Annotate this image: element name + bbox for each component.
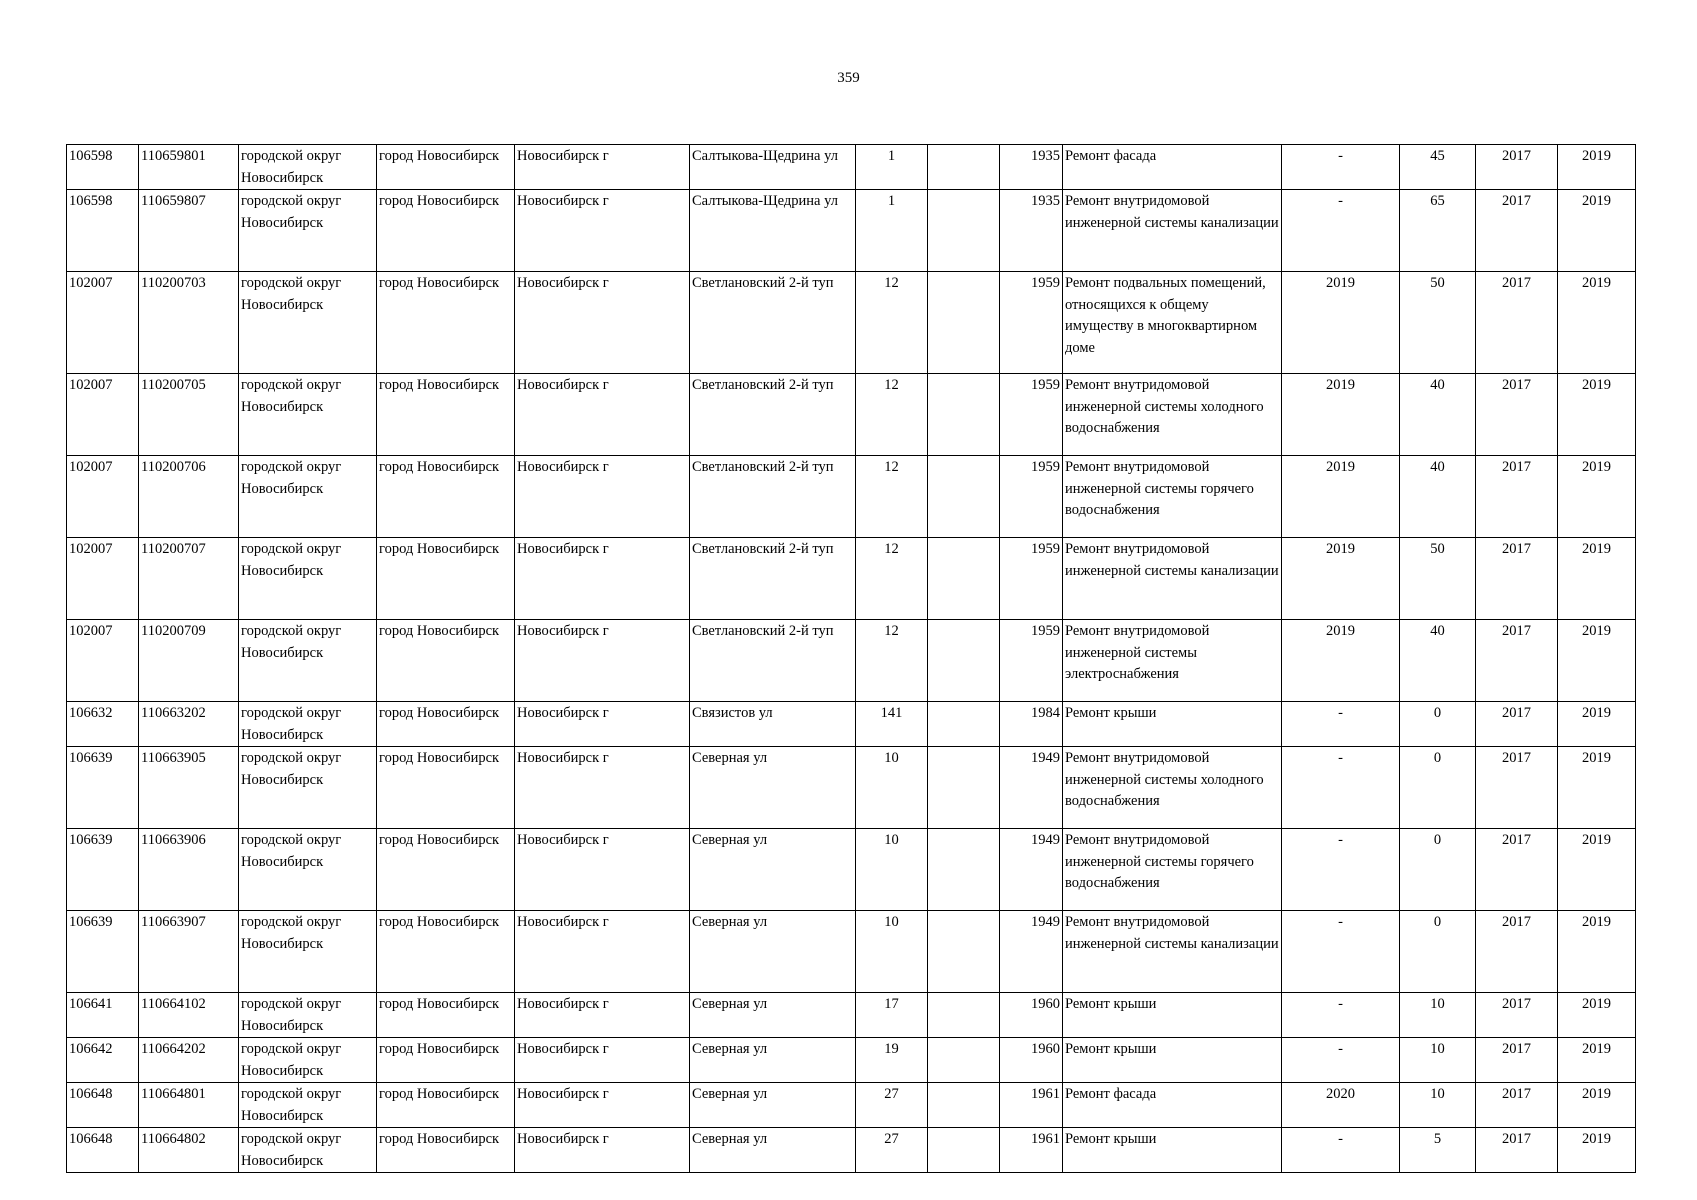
- wear-percent-cell: 40: [1400, 620, 1476, 702]
- year-built-cell: 1959: [1000, 272, 1063, 374]
- year-built-cell: 1949: [1000, 747, 1063, 829]
- house-id-cell: 106641: [67, 993, 139, 1038]
- table-row: [67, 1128, 1636, 1173]
- wear-percent-cell: 50: [1400, 538, 1476, 620]
- wear-percent-cell: 65: [1400, 190, 1476, 272]
- work-type-cell: Ремонт внутридомовой инженерной системы холодного водоснабжения: [1063, 747, 1282, 829]
- wear-percent-cell: 10: [1400, 1083, 1476, 1128]
- street-cell: Северная ул: [690, 1083, 856, 1128]
- street-cell: Салтыкова-Щедрина ул: [690, 145, 856, 190]
- house-id-cell: 106639: [67, 911, 139, 993]
- table-row: [67, 374, 1636, 456]
- building-cell: [928, 1038, 1000, 1083]
- year-built-cell: 1960: [1000, 993, 1063, 1038]
- planned-year-cell: -: [1282, 1128, 1400, 1173]
- settlement-cell: город Новосибирск: [377, 190, 515, 272]
- period-end-cell: 2019: [1558, 272, 1636, 374]
- work-type-cell: Ремонт внутридомовой инженерной системы горячего водоснабжения: [1063, 829, 1282, 911]
- wear-percent-cell: 40: [1400, 456, 1476, 538]
- building-cell: [928, 190, 1000, 272]
- year-built-cell: 1961: [1000, 1083, 1063, 1128]
- municipality-cell: городской округ Новосибирск: [239, 456, 377, 538]
- building-cell: [928, 620, 1000, 702]
- wear-percent-cell: 45: [1400, 145, 1476, 190]
- table-row: [67, 538, 1636, 620]
- table-row: [67, 747, 1636, 829]
- year-built-cell: 1961: [1000, 1128, 1063, 1173]
- planned-year-cell: -: [1282, 911, 1400, 993]
- work-type-cell: Ремонт внутридомовой инженерной системы горячего водоснабжения: [1063, 456, 1282, 538]
- municipality-cell: городской округ Новосибирск: [239, 1038, 377, 1083]
- street-cell: Северная ул: [690, 747, 856, 829]
- work-id-cell: 110664202: [139, 1038, 239, 1083]
- table-row: [67, 1083, 1636, 1128]
- period-start-cell: 2017: [1476, 620, 1558, 702]
- year-built-cell: 1935: [1000, 190, 1063, 272]
- wear-percent-cell: 0: [1400, 829, 1476, 911]
- period-start-cell: 2017: [1476, 1083, 1558, 1128]
- settlement-cell: город Новосибирск: [377, 829, 515, 911]
- planned-year-cell: -: [1282, 747, 1400, 829]
- table-row: [67, 702, 1636, 747]
- work-id-cell: 110659801: [139, 145, 239, 190]
- street-cell: Светлановский 2-й туп: [690, 456, 856, 538]
- locality-cell: Новосибирск г: [515, 272, 690, 374]
- locality-cell: Новосибирск г: [515, 1128, 690, 1173]
- building-cell: [928, 374, 1000, 456]
- locality-cell: Новосибирск г: [515, 1083, 690, 1128]
- work-id-cell: 110200703: [139, 272, 239, 374]
- street-cell: Северная ул: [690, 1128, 856, 1173]
- municipality-cell: городской округ Новосибирск: [239, 829, 377, 911]
- work-type-cell: Ремонт крыши: [1063, 702, 1282, 747]
- building-cell: [928, 272, 1000, 374]
- work-id-cell: 110200707: [139, 538, 239, 620]
- period-start-cell: 2017: [1476, 1128, 1558, 1173]
- work-type-cell: Ремонт внутридомовой инженерной системы канализации: [1063, 911, 1282, 993]
- year-built-cell: 1959: [1000, 538, 1063, 620]
- house-number-cell: 1: [856, 190, 928, 272]
- period-end-cell: 2019: [1558, 145, 1636, 190]
- house-number-cell: 12: [856, 374, 928, 456]
- house-id-cell: 102007: [67, 374, 139, 456]
- work-type-cell: Ремонт фасада: [1063, 145, 1282, 190]
- wear-percent-cell: 0: [1400, 747, 1476, 829]
- house-number-cell: 141: [856, 702, 928, 747]
- year-built-cell: 1949: [1000, 829, 1063, 911]
- house-id-cell: 106648: [67, 1083, 139, 1128]
- year-built-cell: 1984: [1000, 702, 1063, 747]
- planned-year-cell: -: [1282, 145, 1400, 190]
- period-end-cell: 2019: [1558, 829, 1636, 911]
- year-built-cell: 1959: [1000, 620, 1063, 702]
- building-cell: [928, 993, 1000, 1038]
- planned-year-cell: 2019: [1282, 538, 1400, 620]
- locality-cell: Новосибирск г: [515, 747, 690, 829]
- period-start-cell: 2017: [1476, 911, 1558, 993]
- period-end-cell: 2019: [1558, 1083, 1636, 1128]
- building-cell: [928, 1083, 1000, 1128]
- street-cell: Светлановский 2-й туп: [690, 538, 856, 620]
- work-type-cell: Ремонт внутридомовой инженерной системы канализации: [1063, 190, 1282, 272]
- settlement-cell: город Новосибирск: [377, 272, 515, 374]
- work-id-cell: 110659807: [139, 190, 239, 272]
- municipality-cell: городской округ Новосибирск: [239, 1083, 377, 1128]
- work-type-cell: Ремонт крыши: [1063, 1038, 1282, 1083]
- period-end-cell: 2019: [1558, 1128, 1636, 1173]
- work-id-cell: 110200706: [139, 456, 239, 538]
- settlement-cell: город Новосибирск: [377, 1038, 515, 1083]
- settlement-cell: город Новосибирск: [377, 747, 515, 829]
- wear-percent-cell: 10: [1400, 993, 1476, 1038]
- table-row: [67, 1038, 1636, 1083]
- house-number-cell: 12: [856, 272, 928, 374]
- house-id-cell: 106632: [67, 702, 139, 747]
- period-end-cell: 2019: [1558, 538, 1636, 620]
- work-type-cell: Ремонт крыши: [1063, 1128, 1282, 1173]
- building-cell: [928, 702, 1000, 747]
- settlement-cell: город Новосибирск: [377, 145, 515, 190]
- planned-year-cell: -: [1282, 829, 1400, 911]
- planned-year-cell: 2020: [1282, 1083, 1400, 1128]
- municipality-cell: городской округ Новосибирск: [239, 190, 377, 272]
- locality-cell: Новосибирск г: [515, 829, 690, 911]
- period-end-cell: 2019: [1558, 190, 1636, 272]
- table-body: [67, 145, 1636, 1173]
- table-row: [67, 829, 1636, 911]
- street-cell: Северная ул: [690, 829, 856, 911]
- building-cell: [928, 829, 1000, 911]
- street-cell: Северная ул: [690, 911, 856, 993]
- table-row: [67, 456, 1636, 538]
- period-start-cell: 2017: [1476, 272, 1558, 374]
- house-number-cell: 27: [856, 1128, 928, 1173]
- planned-year-cell: -: [1282, 190, 1400, 272]
- street-cell: Светлановский 2-й туп: [690, 374, 856, 456]
- period-end-cell: 2019: [1558, 374, 1636, 456]
- page-number: 359: [837, 70, 860, 86]
- period-start-cell: 2017: [1476, 374, 1558, 456]
- house-number-cell: 12: [856, 538, 928, 620]
- period-end-cell: 2019: [1558, 747, 1636, 829]
- planned-year-cell: 2019: [1282, 456, 1400, 538]
- settlement-cell: город Новосибирск: [377, 1083, 515, 1128]
- period-end-cell: 2019: [1558, 702, 1636, 747]
- street-cell: Светлановский 2-й туп: [690, 620, 856, 702]
- wear-percent-cell: 10: [1400, 1038, 1476, 1083]
- building-cell: [928, 747, 1000, 829]
- planned-year-cell: -: [1282, 702, 1400, 747]
- work-type-cell: Ремонт внутридомовой инженерной системы канализации: [1063, 538, 1282, 620]
- table-row: [67, 620, 1636, 702]
- street-cell: Светлановский 2-й туп: [690, 272, 856, 374]
- work-id-cell: 110200705: [139, 374, 239, 456]
- work-id-cell: 110664102: [139, 993, 239, 1038]
- locality-cell: Новосибирск г: [515, 620, 690, 702]
- settlement-cell: город Новосибирск: [377, 993, 515, 1038]
- house-id-cell: 106639: [67, 747, 139, 829]
- work-type-cell: Ремонт внутридомовой инженерной системы электроснабжения: [1063, 620, 1282, 702]
- house-number-cell: 10: [856, 829, 928, 911]
- house-number-cell: 10: [856, 747, 928, 829]
- settlement-cell: город Новосибирск: [377, 1128, 515, 1173]
- building-cell: [928, 145, 1000, 190]
- municipality-cell: городской округ Новосибирск: [239, 272, 377, 374]
- table-row: [67, 190, 1636, 272]
- work-id-cell: 110663907: [139, 911, 239, 993]
- locality-cell: Новосибирск г: [515, 1038, 690, 1083]
- planned-year-cell: -: [1282, 993, 1400, 1038]
- street-cell: Салтыкова-Щедрина ул: [690, 190, 856, 272]
- work-id-cell: 110663905: [139, 747, 239, 829]
- building-cell: [928, 911, 1000, 993]
- house-id-cell: 102007: [67, 620, 139, 702]
- year-built-cell: 1959: [1000, 374, 1063, 456]
- house-id-cell: 106598: [67, 145, 139, 190]
- locality-cell: Новосибирск г: [515, 374, 690, 456]
- municipality-cell: городской округ Новосибирск: [239, 374, 377, 456]
- period-end-cell: 2019: [1558, 911, 1636, 993]
- house-number-cell: 10: [856, 911, 928, 993]
- period-start-cell: 2017: [1476, 145, 1558, 190]
- locality-cell: Новосибирск г: [515, 911, 690, 993]
- municipality-cell: городской округ Новосибирск: [239, 1128, 377, 1173]
- municipality-cell: городской округ Новосибирск: [239, 993, 377, 1038]
- wear-percent-cell: 40: [1400, 374, 1476, 456]
- settlement-cell: город Новосибирск: [377, 374, 515, 456]
- settlement-cell: город Новосибирск: [377, 702, 515, 747]
- work-id-cell: 110664801: [139, 1083, 239, 1128]
- table-row: [67, 272, 1636, 374]
- work-id-cell: 110663906: [139, 829, 239, 911]
- wear-percent-cell: 0: [1400, 911, 1476, 993]
- period-start-cell: 2017: [1476, 456, 1558, 538]
- work-id-cell: 110664802: [139, 1128, 239, 1173]
- locality-cell: Новосибирск г: [515, 538, 690, 620]
- work-type-cell: Ремонт крыши: [1063, 993, 1282, 1038]
- street-cell: Северная ул: [690, 1038, 856, 1083]
- locality-cell: Новосибирск г: [515, 702, 690, 747]
- municipality-cell: городской округ Новосибирск: [239, 911, 377, 993]
- period-end-cell: 2019: [1558, 1038, 1636, 1083]
- period-end-cell: 2019: [1558, 620, 1636, 702]
- period-start-cell: 2017: [1476, 190, 1558, 272]
- planned-year-cell: -: [1282, 1038, 1400, 1083]
- house-id-cell: 102007: [67, 538, 139, 620]
- municipality-cell: городской округ Новосибирск: [239, 702, 377, 747]
- planned-year-cell: 2019: [1282, 272, 1400, 374]
- building-cell: [928, 456, 1000, 538]
- planned-year-cell: 2019: [1282, 620, 1400, 702]
- period-start-cell: 2017: [1476, 829, 1558, 911]
- work-type-cell: Ремонт фасада: [1063, 1083, 1282, 1128]
- period-end-cell: 2019: [1558, 993, 1636, 1038]
- house-id-cell: 102007: [67, 272, 139, 374]
- period-start-cell: 2017: [1476, 993, 1558, 1038]
- capital-repair-table: [66, 144, 1636, 1173]
- work-type-cell: Ремонт внутридомовой инженерной системы холодного водоснабжения: [1063, 374, 1282, 456]
- table-row: [67, 993, 1636, 1038]
- settlement-cell: город Новосибирск: [377, 911, 515, 993]
- work-type-cell: Ремонт подвальных помещений, относящихся к общему имуществу в многоквартирном доме: [1063, 272, 1282, 374]
- work-id-cell: 110200709: [139, 620, 239, 702]
- house-number-cell: 27: [856, 1083, 928, 1128]
- house-id-cell: 106639: [67, 829, 139, 911]
- house-number-cell: 19: [856, 1038, 928, 1083]
- municipality-cell: городской округ Новосибирск: [239, 145, 377, 190]
- house-id-cell: 106642: [67, 1038, 139, 1083]
- house-number-cell: 17: [856, 993, 928, 1038]
- locality-cell: Новосибирск г: [515, 190, 690, 272]
- street-cell: Связистов ул: [690, 702, 856, 747]
- settlement-cell: город Новосибирск: [377, 620, 515, 702]
- house-id-cell: 106648: [67, 1128, 139, 1173]
- locality-cell: Новосибирск г: [515, 145, 690, 190]
- year-built-cell: 1949: [1000, 911, 1063, 993]
- house-number-cell: 1: [856, 145, 928, 190]
- municipality-cell: городской округ Новосибирск: [239, 747, 377, 829]
- wear-percent-cell: 5: [1400, 1128, 1476, 1173]
- period-start-cell: 2017: [1476, 747, 1558, 829]
- period-start-cell: 2017: [1476, 702, 1558, 747]
- settlement-cell: город Новосибирск: [377, 456, 515, 538]
- period-start-cell: 2017: [1476, 1038, 1558, 1083]
- period-end-cell: 2019: [1558, 456, 1636, 538]
- house-number-cell: 12: [856, 456, 928, 538]
- locality-cell: Новосибирск г: [515, 456, 690, 538]
- building-cell: [928, 538, 1000, 620]
- building-cell: [928, 1128, 1000, 1173]
- wear-percent-cell: 50: [1400, 272, 1476, 374]
- year-built-cell: 1960: [1000, 1038, 1063, 1083]
- house-number-cell: 12: [856, 620, 928, 702]
- street-cell: Северная ул: [690, 993, 856, 1038]
- work-id-cell: 110663202: [139, 702, 239, 747]
- locality-cell: Новосибирск г: [515, 993, 690, 1038]
- settlement-cell: город Новосибирск: [377, 538, 515, 620]
- period-start-cell: 2017: [1476, 538, 1558, 620]
- table-row: [67, 145, 1636, 190]
- municipality-cell: городской округ Новосибирск: [239, 538, 377, 620]
- house-id-cell: 102007: [67, 456, 139, 538]
- year-built-cell: 1959: [1000, 456, 1063, 538]
- house-id-cell: 106598: [67, 190, 139, 272]
- planned-year-cell: 2019: [1282, 374, 1400, 456]
- wear-percent-cell: 0: [1400, 702, 1476, 747]
- municipality-cell: городской округ Новосибирск: [239, 620, 377, 702]
- table-row: [67, 911, 1636, 993]
- year-built-cell: 1935: [1000, 145, 1063, 190]
